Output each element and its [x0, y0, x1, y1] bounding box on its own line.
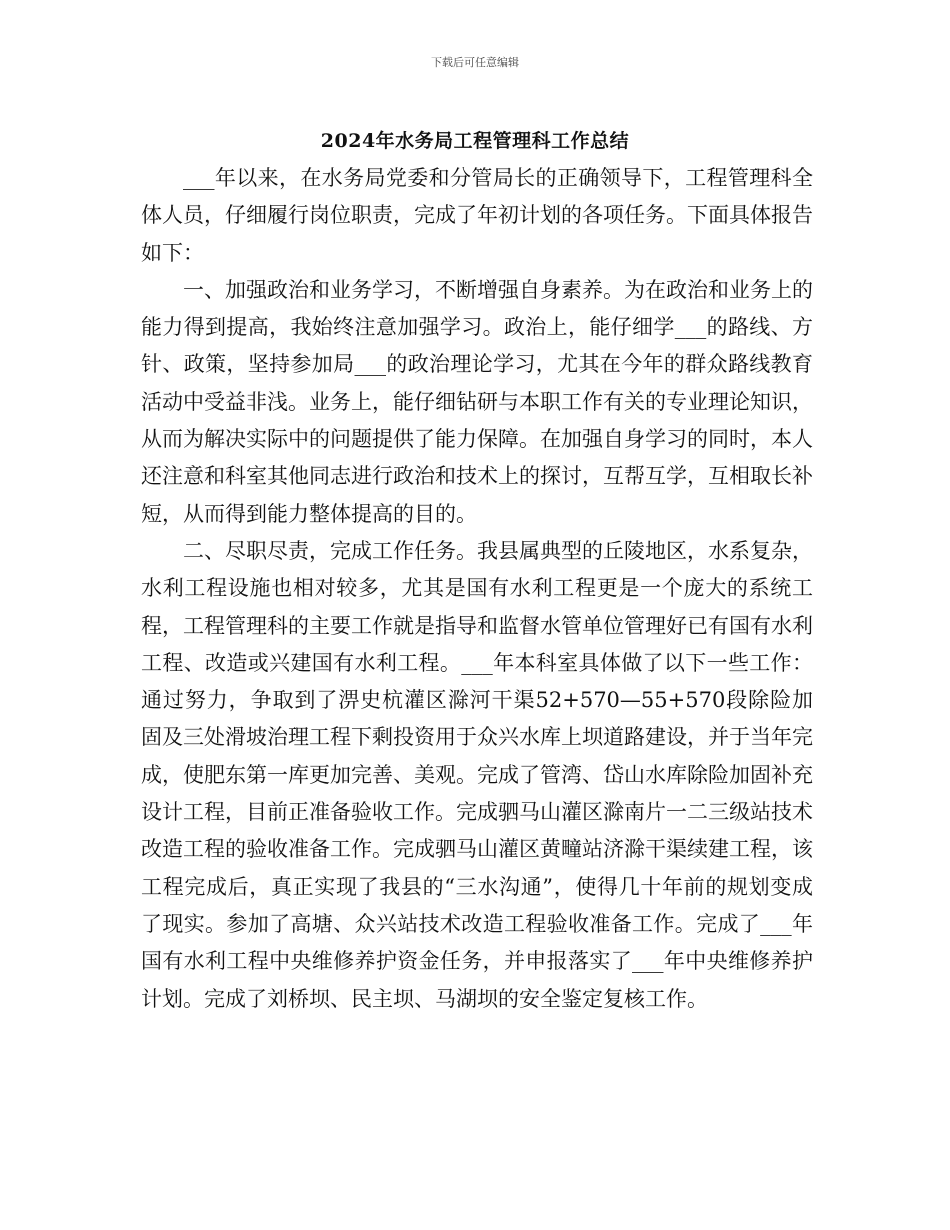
header-note: 下载后可任意编辑 [431, 56, 519, 69]
paragraph-study: 一、加强政治和业务学习，不断增强自身素养。为在政治和业务上的能力得到提高，我始终注意加强学习。政治上，能仔细学___的路线、方针、政策，坚持参加局___的政治理论学习，尤其在今年的群众路线教育活动中受益非浅。业务上，能仔细钻研与本职工作有关的专业理论知识，从而为解决实际中的问题提供了能力保障。在加强自身学习的同时，本人还注意和科室其他同志进行政治和技术上的探讨，互帮互学，互相取长补短，从而得到能力整体提高的目的。 [141, 277, 813, 526]
document-body [141, 160, 813, 1018]
paragraph-intro: ___年以来，在水务局党委和分管局长的正确领导下，工程管理科全体人员，仔细履行岗位职责，完成了年初计划的各项任务。下面具体报告如下： [141, 166, 813, 265]
paragraph-duties: 二、尽职尽责，完成工作任务。我县属典型的丘陵地区，水系复杂，水利工程设施也相对较多，尤其是国有水利工程更是一个庞大的系统工程，工程管理科的主要工作就是指导和监督水管单位管理好已有国有水利工程、改造或兴建国有水利工程。___年本科室具体做了以下一些工作：通过努力，争取到了淠史杭灌区滁河干渠52+570—55+570段除险加固及三处滑坡治理工程下剩投资用于众兴水库上坝道路建设，并于当年完成，使肥东第一库更加完善、美观。完成了管湾、岱山水库除险加固补充设计工程，目前正准备验收工作。完成驷马山灌区滁南片一二三级站技术改造工程的验收准备工作。完成驷马山灌区黄疃站济滁干渠续建工程，该工程完成后，真正实现了我县的“三水沟通”，使得几十年前的规划变成了现实。参加了高塘、众兴站技术改造工程验收准备工作。完成了___年国有水利工程中央维修养护资金任务，并申报落实了___年中央维修养护计划。完成了刘桥坝、民主坝、马湖坝的安全鉴定复核工作。 [141, 538, 813, 1011]
document-title: 2024年水务局工程管理科工作总结 [320, 130, 630, 152]
